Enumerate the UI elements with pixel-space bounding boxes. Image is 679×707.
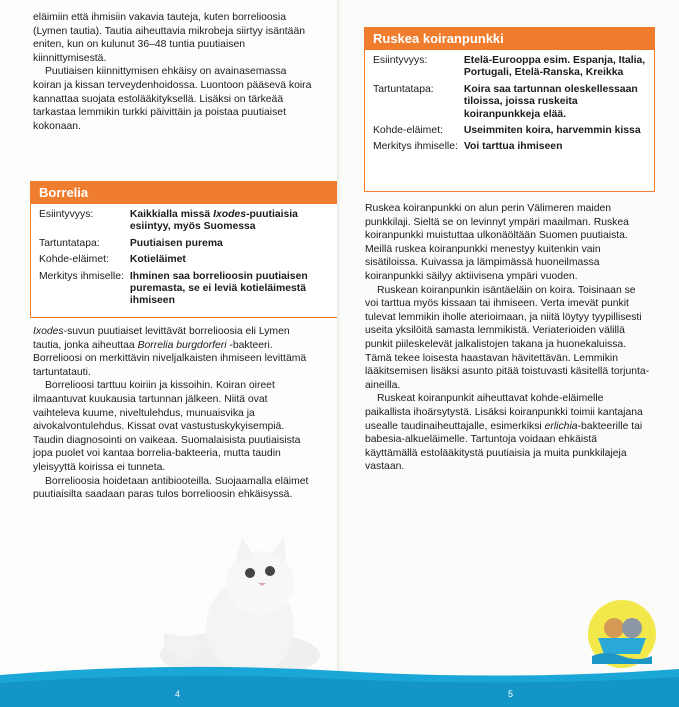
info-key: Tartuntatapa:	[39, 237, 100, 249]
page-number-left: 4	[175, 689, 181, 699]
info-row	[39, 254, 332, 270]
right-page	[340, 0, 679, 707]
info-value: Useimmiten koira, harvemmin kissa	[463, 125, 641, 137]
info-value: Koira saa tartunnan oleskellessaan tiloissa, joissa ruskeita koiranpunkkeja elää.	[463, 83, 638, 120]
page-number-right: 5	[508, 689, 514, 699]
info-value: Etelä-Eurooppa esim. Espanja, Italia, Portugali, Etelä-Ranska, Kreikka	[463, 55, 646, 79]
info-row	[373, 125, 647, 141]
body-paragraph: Borrelioosi tarttuu koiriin ja kissoihin. Koiran oireet ilmaantuvat kuukausia tartunnan jälkeen. Niitä ovat vaihteleva kuume, niveltulehdus, munuaisvika ja aivokalvontulehdus. Kissat ovat vastustuskykyisempiä. Taudin diagnosointi on vaikeaa. Suomalaisista puutiaisista jopa puolet voi kantaa borrelia-bakteeria, mutta taudin yleisyyttä koirissa ei tunneta.	[33, 380, 301, 473]
info-value: Kaikkialla missä Ixodes-puutiaisia esiintyy, myös Suomessa	[129, 209, 298, 233]
info-row	[373, 141, 647, 157]
body-paragraph: Ruskea koiranpunkki on alun perin Välimeren maiden punkkilaji. Sieltä se on levinnyt ympäri maailman. Ruskea koiranpunkki muistuttaa ulkonäöltään Suomen puutiaista. Meillä ruskea koiranpunkki menestyy kuitenkin vain sisätiloissa. Kuivassa ja lämpimässä huoneilmassa koiranpunkki säilyy aktiivisena ympäri vuoden.	[365, 203, 629, 282]
intro-paragraph: Puutiaisen kiinnittymisen ehkäisy on avainasemassa koiran ja kissan terveydenhoidossa. Luontoon pääsevä koira kannattaa suojata estolääkityksellä. Lisäksi on tärkeää tarkastaa lemmikin turkki päivittäin ja poistaa puutiaiset kokonaan.	[33, 66, 312, 132]
koiranpunkki-info-box	[364, 27, 655, 192]
info-value: Kotieläimet	[129, 254, 186, 266]
info-key: Esiintyvyys:	[39, 209, 94, 220]
info-row	[373, 84, 647, 125]
borrelia-body	[33, 325, 316, 502]
body-paragraph: Ruskean koiranpunkin isäntäeläin on koira. Toisinaan se voi tarttua myös kissaan tai ihmiseen. Verta imevät punkit tulevat lemmikin iholle aterioimaan, ja niitä löytyy tyypillisesti useita yksilöitä samasta lemmikistä. Veriaterioiden välillä punkit piileskelevät jalkalistojen takana ja huonekaluissa. Tämä tekee loisesta haastavan hävitettävän. Lemmikin lääkitsemisen lisäksi asunto pitää toistuvasti käsitellä torjunta-aineilla.	[365, 284, 650, 391]
koiranpunkki-body	[365, 202, 650, 474]
body-paragraph: Borrelioosia hoidetaan antibiooteilla. Suojaamalla eläimet puutiaisilta saadaan paras tulos borrelioosin ehkäisyssä.	[33, 475, 309, 501]
body-paragraph: Ixodes-suvun puutiaiset levittävät borrelioosia eli Lymen tautia, jonka aiheuttaa Borrelia burgdorferi -bakteeri. Borrelioosi on merkittävin niveljalkaisten ihmiseen levittämä tartuntatauti.	[33, 326, 307, 378]
info-key: Esiintyvyys:	[373, 55, 428, 66]
info-value: Voi tarttua ihmiseen	[463, 141, 563, 153]
info-row	[39, 271, 332, 312]
info-row	[39, 238, 332, 254]
info-key: Kohde-eläimet:	[39, 254, 109, 266]
info-table	[39, 209, 332, 312]
wave-footer	[0, 661, 679, 707]
intro-paragraph: eläimiin että ihmisiin vakavia tauteja, kuten borrelioosia (Lymen tautia). Tautia aiheuttavia mikrobeja siirtyy isäntään eniten, kun on kulunut 36–48 tuntia puutiaisen kiinnittymisestä.	[33, 12, 306, 64]
info-key: Merkitys ihmiselle:	[39, 270, 124, 282]
info-value: Puutiaisen purema	[129, 237, 223, 249]
left-page	[0, 0, 338, 707]
intro-text	[33, 11, 316, 133]
info-table	[373, 55, 647, 158]
box-title: Ruskea koiranpunkki	[365, 28, 654, 50]
borrelia-info-box	[30, 181, 340, 318]
info-key: Tartuntatapa:	[373, 83, 434, 95]
info-value: Ihminen saa borrelioosin puutiaisen puremasta, se ei leviä kotieläimestä ihmiseen	[129, 270, 308, 307]
box-title: Borrelia	[31, 182, 339, 204]
info-key: Kohde-eläimet:	[373, 125, 443, 137]
cat-and-dog-in-boat-logo	[586, 598, 658, 670]
body-paragraph: Ruskeat koiranpunkit aiheuttavat kohde-eläimelle paikallista ihoärsytystä. Lisäksi koiranpunkki toimii kantajana usealle taudinaiheuttajalle, esimerkiksi erlichia-bakteerille tai babesia-alkueläimelle. Tartuntoja voidaan ehkäistä käyttämällä estolääkitystä puutiaisia ja muita punkkilajeja vastaan.	[365, 393, 643, 473]
info-row	[39, 209, 332, 238]
info-key: Merkitys ihmiselle:	[373, 141, 458, 153]
info-row	[373, 55, 647, 84]
